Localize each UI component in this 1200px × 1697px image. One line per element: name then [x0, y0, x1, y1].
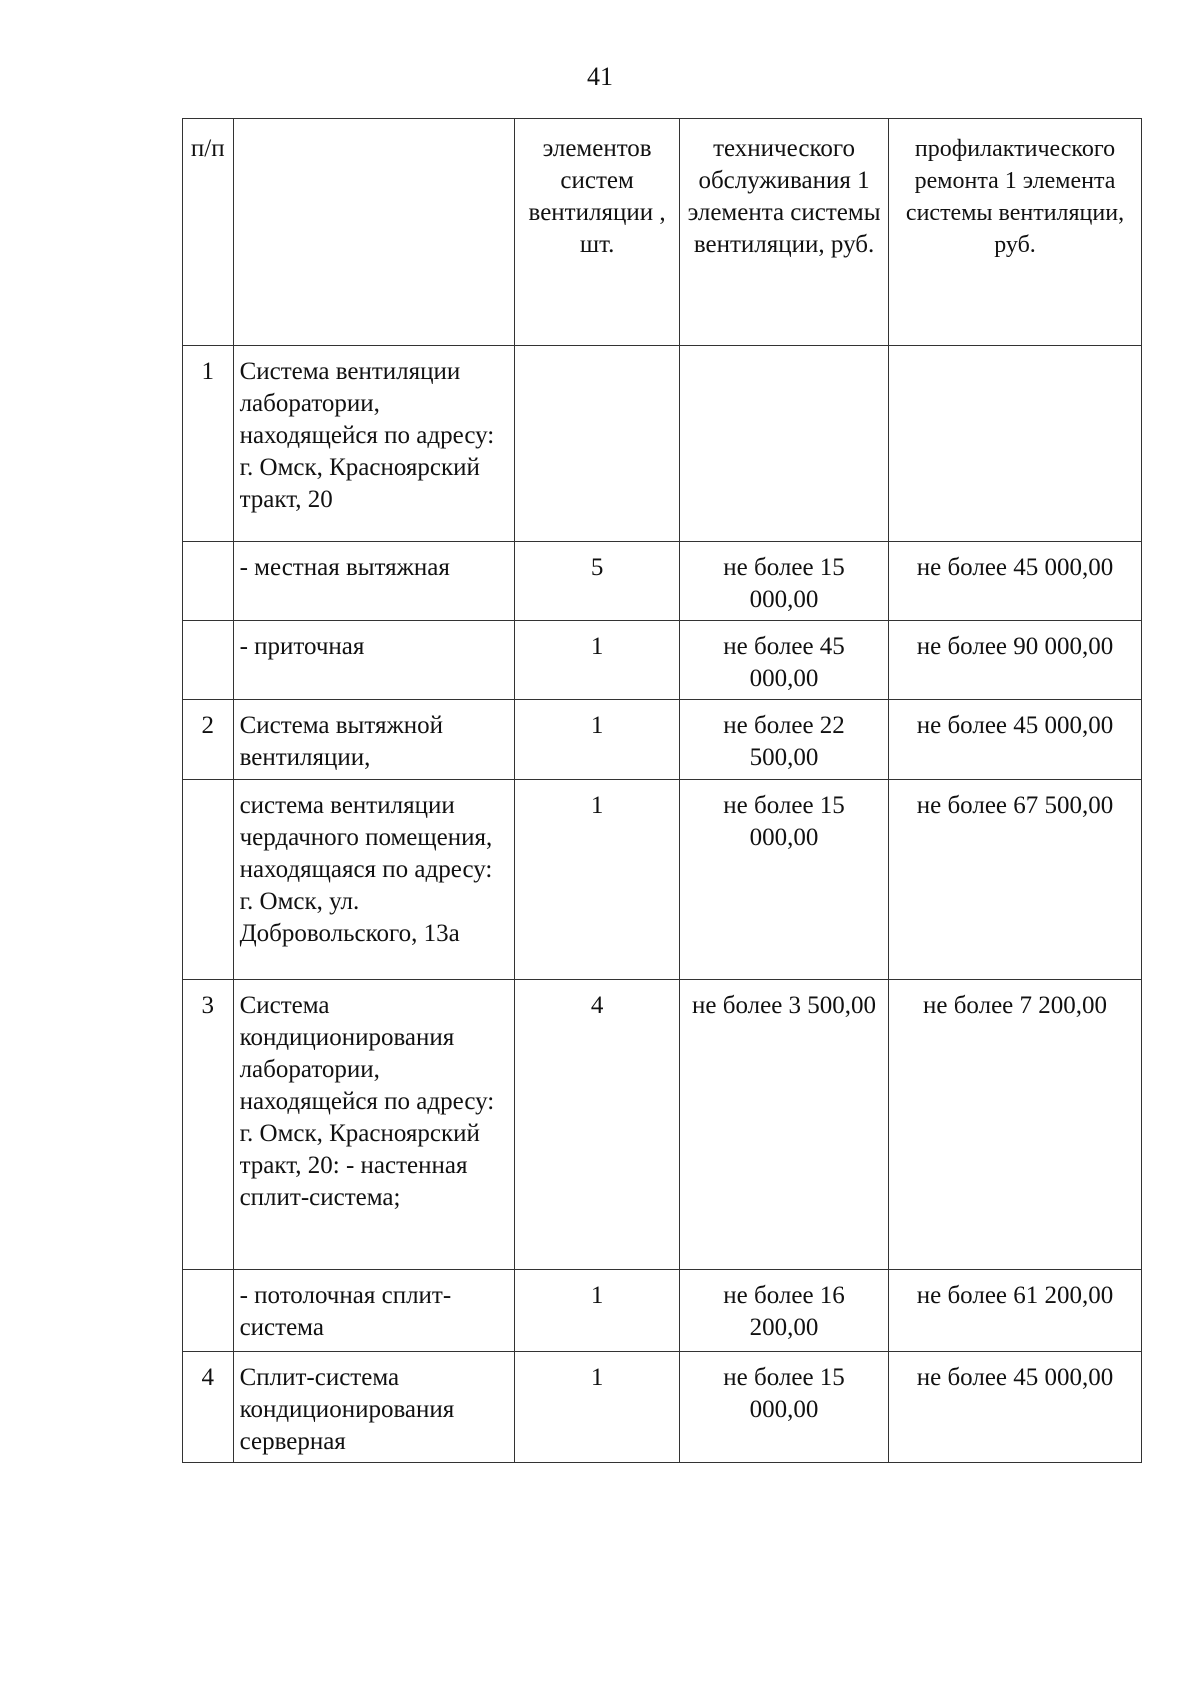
row-repair-cost: не более 7 200,00 — [889, 980, 1142, 1270]
row-quantity: 1 — [515, 700, 680, 780]
row-repair-cost: не более 61 200,00 — [889, 1270, 1142, 1352]
row-quantity: 1 — [515, 1270, 680, 1352]
table-row — [183, 1270, 1142, 1352]
header-cell-repair-cost: профилактического ремонта 1 элемента системы вентиляции, руб. — [889, 119, 1142, 346]
row-name: - местная вытяжная — [233, 542, 515, 621]
row-number — [183, 621, 234, 700]
row-quantity: 5 — [515, 542, 680, 621]
row-name: Система кондиционирования лаборатории, находящейся по адресу: г. Омск, Красноярский тракт, 20: - настенная сплит-система; — [233, 980, 515, 1270]
row-repair-cost — [889, 346, 1142, 542]
page-number: 41 — [587, 62, 613, 91]
table-row — [183, 700, 1142, 780]
row-name: Сплит-система кондиционирования серверная — [233, 1352, 515, 1463]
row-service-cost: не более 45 000,00 — [680, 621, 889, 700]
ventilation-table — [182, 118, 1142, 1463]
row-name: система вентиляции чердачного помещения, находящаяся по адресу: г. Омск, ул. Добровольского, 13а — [233, 780, 515, 980]
header-cell-service-cost: технического обслуживания 1 элемента системы вентиляции, руб. — [680, 119, 889, 346]
row-service-cost: не более 15 000,00 — [680, 780, 889, 980]
header-cell-number: п/п — [183, 119, 234, 346]
row-number — [183, 1270, 234, 1352]
row-repair-cost: не более 90 000,00 — [889, 621, 1142, 700]
table-row — [183, 980, 1142, 1270]
row-quantity: 1 — [515, 780, 680, 980]
table-row — [183, 542, 1142, 621]
row-quantity: 1 — [515, 1352, 680, 1463]
header-cell-name — [233, 119, 515, 346]
row-service-cost: не более 22 500,00 — [680, 700, 889, 780]
row-service-cost — [680, 346, 889, 542]
row-quantity — [515, 346, 680, 542]
row-repair-cost: не более 45 000,00 — [889, 700, 1142, 780]
table-row — [183, 1352, 1142, 1463]
row-number: 4 — [183, 1352, 234, 1463]
table-row — [183, 346, 1142, 542]
row-service-cost: не более 3 500,00 — [680, 980, 889, 1270]
row-repair-cost: не более 45 000,00 — [889, 1352, 1142, 1463]
row-repair-cost: не более 45 000,00 — [889, 542, 1142, 621]
row-service-cost: не более 15 000,00 — [680, 1352, 889, 1463]
row-number — [183, 542, 234, 621]
row-name: - потолочная сплит-система — [233, 1270, 515, 1352]
row-repair-cost: не более 67 500,00 — [889, 780, 1142, 980]
row-service-cost: не более 15 000,00 — [680, 542, 889, 621]
row-service-cost: не более 16 200,00 — [680, 1270, 889, 1352]
row-number: 2 — [183, 700, 234, 780]
row-name: - приточная — [233, 621, 515, 700]
table-header-row — [183, 119, 1142, 346]
row-name: Система вентиляции лаборатории, находящейся по адресу: г. Омск, Красноярский тракт, 20 — [233, 346, 515, 542]
row-number: 3 — [183, 980, 234, 1270]
row-number: 1 — [183, 346, 234, 542]
header-cell-quantity: элементов систем вентиляции , шт. — [515, 119, 680, 346]
table-row — [183, 780, 1142, 980]
table-row — [183, 621, 1142, 700]
row-name: Система вытяжной вентиляции, — [233, 700, 515, 780]
row-quantity: 4 — [515, 980, 680, 1270]
row-quantity: 1 — [515, 621, 680, 700]
row-number — [183, 780, 234, 980]
